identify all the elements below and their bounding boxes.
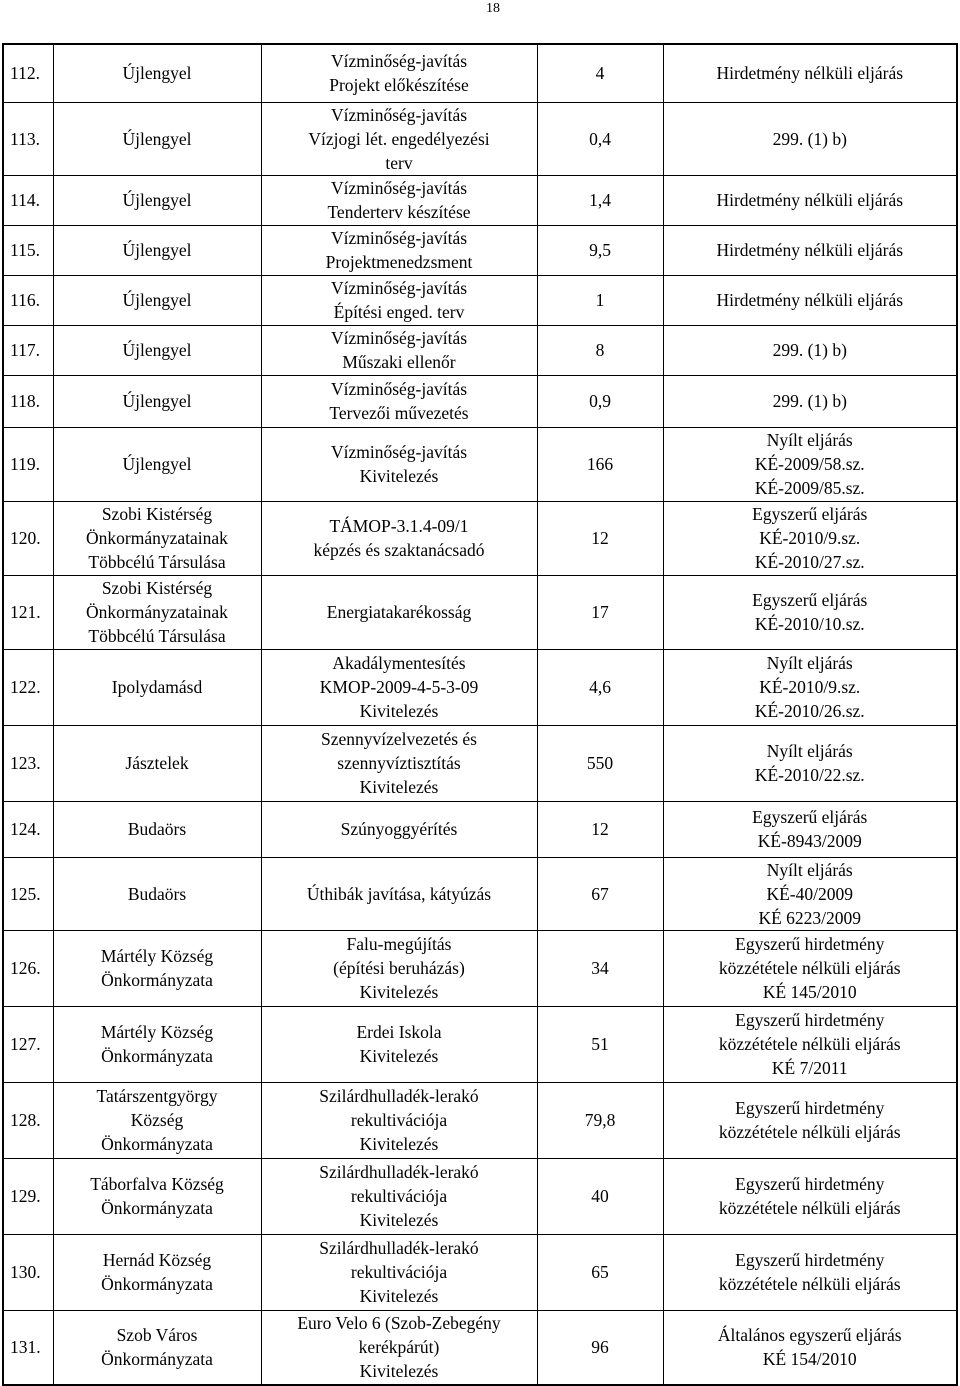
procedure-type-line: KÉ 145/2010	[762, 982, 857, 1002]
row-number-cell	[3, 930, 53, 1006]
table-row	[3, 725, 957, 801]
row-number-text: 131.	[10, 1337, 41, 1358]
project-title-cell	[261, 1158, 537, 1234]
beneficiary-name-line: Ipolydamásd	[111, 677, 203, 697]
procedure-type-line: KÉ-8943/2009	[757, 831, 862, 851]
beneficiary-name-line: Tatárszentgyörgy	[96, 1086, 218, 1106]
row-number-text: 120.	[10, 528, 41, 548]
amount-text: 9,5	[589, 240, 611, 260]
beneficiary-name-cell	[53, 725, 261, 801]
row-number-cell	[3, 725, 53, 801]
table-row	[3, 857, 957, 930]
project-title-line: rekultivációja	[350, 1262, 448, 1282]
beneficiary-name-cell	[53, 1006, 261, 1082]
project-title-line: Tenderterv készítése	[327, 202, 471, 222]
amount-cell	[537, 1234, 663, 1310]
row-number-cell	[3, 44, 53, 102]
project-title-cell	[261, 649, 537, 725]
project-title-line: Építési enged. terv	[333, 302, 465, 322]
amount-text: 79,8	[584, 1110, 616, 1130]
project-title-line: szennyvíztisztítás	[337, 753, 461, 773]
project-title-line: Vízminőség-javítás	[330, 228, 468, 248]
procedure-type-cell	[663, 175, 957, 225]
procurement-table	[2, 43, 958, 1386]
page-number: 18	[486, 1, 500, 16]
row-number-cell	[3, 1006, 53, 1082]
procedure-type-line: Nyílt eljárás	[766, 741, 853, 761]
table-row	[3, 325, 957, 375]
amount-cell	[537, 1158, 663, 1234]
project-title-line: Projektmenedzsment	[325, 252, 473, 272]
table-row	[3, 225, 957, 275]
amount-cell	[537, 930, 663, 1006]
row-number-cell	[3, 427, 53, 501]
procedure-type-line: közzététele nélküli eljárás	[718, 1034, 901, 1054]
procedure-type-cell	[663, 1082, 957, 1158]
table-row	[3, 501, 957, 575]
amount-text: 51	[591, 1034, 609, 1054]
beneficiary-name-line: Szobi Kistérség	[101, 578, 213, 598]
beneficiary-name-cell	[53, 325, 261, 375]
project-title-cell	[261, 325, 537, 375]
project-title-line: (építési beruházás)	[333, 958, 465, 978]
procedure-type-line: 299. (1) b)	[772, 391, 847, 411]
procedure-type-line: KÉ-2010/10.sz.	[754, 614, 865, 634]
beneficiary-name-line: Újlengyel	[122, 128, 192, 149]
beneficiary-name-line: Önkormányzatainak	[86, 528, 228, 548]
procedure-type-cell	[663, 930, 957, 1006]
amount-cell	[537, 102, 663, 175]
beneficiary-name-line: Önkormányzata	[101, 970, 213, 990]
amount-cell	[537, 801, 663, 857]
procedure-type-cell	[663, 225, 957, 275]
amount-cell	[537, 649, 663, 725]
procedure-type-line: KÉ-40/2009	[766, 883, 854, 904]
beneficiary-name-line: Újlengyel	[122, 190, 192, 210]
row-number-cell	[3, 801, 53, 857]
amount-text: 1	[595, 290, 605, 310]
row-number-text: 115.	[10, 240, 40, 260]
procedure-type-cell	[663, 1234, 957, 1310]
table-row	[3, 1082, 957, 1158]
project-title-line: Műszaki ellenőr	[342, 352, 456, 372]
row-number-text: 118.	[10, 391, 40, 411]
procedure-type-line: Egyszerű hirdetmény	[735, 1010, 885, 1030]
project-title-line: Kivitelezés	[359, 982, 439, 1002]
procedure-type-line: Egyszerű hirdetmény	[735, 1098, 885, 1118]
table-row	[3, 375, 957, 427]
beneficiary-name-line: Budaörs	[127, 819, 187, 839]
project-title-cell	[261, 501, 537, 575]
procedure-type-line: Hirdetmény nélküli eljárás	[716, 190, 904, 210]
procedure-type-line: KÉ 7/2011	[771, 1058, 848, 1078]
row-number-cell	[3, 225, 53, 275]
project-title-line: Energiatakarékosság	[326, 602, 472, 622]
project-title-cell	[261, 725, 537, 801]
procedure-type-line: Nyílt eljárás	[766, 859, 853, 880]
table-row	[3, 575, 957, 649]
project-title-cell	[261, 801, 537, 857]
project-title-cell	[261, 102, 537, 175]
row-number-text: 112.	[10, 63, 40, 84]
project-title-line: Kivitelezés	[359, 1210, 439, 1230]
procedure-type-cell	[663, 375, 957, 427]
row-number-text: 127.	[10, 1034, 41, 1054]
table-row	[3, 427, 957, 501]
project-title-cell	[261, 1234, 537, 1310]
project-title-line: Kivitelezés	[359, 701, 439, 721]
beneficiary-name-cell	[53, 175, 261, 225]
row-number-text: 126.	[10, 958, 41, 978]
beneficiary-name-cell	[53, 501, 261, 575]
amount-text: 4	[595, 63, 605, 84]
project-title-cell	[261, 44, 537, 102]
row-number-cell	[3, 325, 53, 375]
procedure-type-line: Hirdetmény nélküli eljárás	[716, 63, 904, 84]
procedure-type-cell	[663, 1310, 957, 1385]
amount-cell	[537, 375, 663, 427]
procedure-type-line: Egyszerű eljárás	[752, 590, 868, 610]
procedure-type-line: Hirdetmény nélküli eljárás	[716, 290, 904, 310]
procedure-type-cell	[663, 575, 957, 649]
beneficiary-name-line: Többcélú Társulása	[88, 552, 226, 572]
row-number-cell	[3, 1082, 53, 1158]
project-title-line: Szúnyoggyérítés	[340, 819, 458, 839]
row-number-text: 124.	[10, 819, 41, 839]
beneficiary-name-cell	[53, 801, 261, 857]
procedure-type-line: KÉ-2010/9.sz.	[759, 528, 861, 548]
project-title-line: rekultivációja	[350, 1110, 448, 1130]
beneficiary-name-line: Szobi Kistérség	[101, 504, 213, 524]
project-title-line: Vízminőség-javítás	[330, 104, 468, 125]
amount-cell	[537, 175, 663, 225]
row-number-text: 130.	[10, 1262, 41, 1282]
project-title-line: képzés és szaktanácsadó	[313, 540, 485, 560]
project-title-line: Vízminőség-javítás	[330, 178, 468, 198]
procedure-type-cell	[663, 857, 957, 930]
row-number-text: 119.	[10, 454, 40, 474]
project-title-line: rekultivációja	[350, 1186, 448, 1206]
project-title-line: Kivitelezés	[359, 1134, 439, 1154]
amount-text: 12	[591, 819, 609, 839]
row-number-cell	[3, 102, 53, 175]
beneficiary-name-cell	[53, 44, 261, 102]
row-number-cell	[3, 501, 53, 575]
beneficiary-name-cell	[53, 102, 261, 175]
row-number-cell	[3, 649, 53, 725]
project-title-line: TÁMOP-3.1.4-09/1	[329, 516, 469, 536]
beneficiary-name-line: Hernád Község	[102, 1250, 212, 1270]
amount-text: 0,9	[589, 391, 611, 411]
procedure-type-line: KÉ 6223/2009	[758, 907, 862, 928]
row-number-cell	[3, 175, 53, 225]
row-number-text: 117.	[10, 340, 40, 360]
project-title-line: Kivitelezés	[359, 466, 439, 486]
amount-cell	[537, 857, 663, 930]
amount-cell	[537, 725, 663, 801]
project-title-line: Szilárdhulladék-lerakó	[319, 1162, 479, 1182]
project-title-cell	[261, 375, 537, 427]
amount-text: 96	[591, 1337, 609, 1358]
beneficiary-name-line: Budaörs	[127, 883, 187, 904]
amount-cell	[537, 427, 663, 501]
amount-cell	[537, 575, 663, 649]
project-title-line: Szennyvízelvezetés és	[321, 729, 477, 749]
amount-text: 65	[591, 1262, 609, 1282]
beneficiary-name-line: Önkormányzata	[101, 1274, 213, 1294]
procedure-type-line: KÉ 154/2010	[762, 1349, 857, 1370]
beneficiary-name-line: Táborfalva Község	[90, 1174, 224, 1194]
beneficiary-name-cell	[53, 375, 261, 427]
row-number-text: 116.	[10, 290, 40, 310]
project-title-line: Vízjogi lét. engedélyezési	[308, 128, 490, 149]
procedure-type-line: Általános egyszerű eljárás	[717, 1325, 902, 1346]
procedure-type-cell	[663, 1006, 957, 1082]
procedure-type-line: közzététele nélküli eljárás	[718, 1122, 901, 1142]
beneficiary-name-line: Újlengyel	[122, 63, 192, 84]
procedure-type-cell	[663, 1158, 957, 1234]
table-row	[3, 930, 957, 1006]
procedure-type-cell	[663, 275, 957, 325]
project-title-cell	[261, 175, 537, 225]
project-title-line: Vízminőség-javítás	[330, 379, 468, 399]
table-row	[3, 44, 957, 102]
amount-text: 0,4	[589, 128, 611, 149]
project-title-line: KMOP-2009-4-5-3-09	[319, 677, 479, 697]
amount-cell	[537, 275, 663, 325]
beneficiary-name-line: Újlengyel	[122, 240, 192, 260]
row-number-cell	[3, 857, 53, 930]
table-row	[3, 175, 957, 225]
procedure-type-line: KÉ-2010/26.sz.	[754, 701, 865, 721]
amount-text: 12	[591, 528, 609, 548]
row-number-text: 125.	[10, 883, 41, 904]
project-title-cell	[261, 930, 537, 1006]
row-number-cell	[3, 1158, 53, 1234]
beneficiary-name-cell	[53, 225, 261, 275]
beneficiary-name-cell	[53, 1310, 261, 1385]
beneficiary-name-cell	[53, 427, 261, 501]
beneficiary-name-line: Önkormányzata	[101, 1198, 213, 1218]
procedure-type-cell	[663, 102, 957, 175]
project-title-line: Euro Velo 6 (Szob-Zebegény	[297, 1313, 501, 1334]
project-title-line: Akadálymentesítés	[332, 653, 466, 673]
procedure-type-line: 299. (1) b)	[772, 128, 847, 149]
amount-cell	[537, 1310, 663, 1385]
procedure-type-line: közzététele nélküli eljárás	[718, 1198, 901, 1218]
row-number-cell	[3, 275, 53, 325]
row-number-text: 122.	[10, 677, 41, 697]
procedure-type-line: Nyílt eljárás	[766, 653, 853, 673]
procedure-type-line: közzététele nélküli eljárás	[718, 1274, 901, 1294]
amount-cell	[537, 501, 663, 575]
beneficiary-name-cell	[53, 857, 261, 930]
amount-text: 4,6	[589, 677, 611, 697]
row-number-cell	[3, 375, 53, 427]
beneficiary-name-cell	[53, 275, 261, 325]
procedure-type-line: KÉ-2010/9.sz.	[759, 677, 861, 697]
procedure-type-line: KÉ-2010/22.sz.	[754, 765, 865, 785]
beneficiary-name-line: Újlengyel	[122, 391, 192, 411]
beneficiary-name-cell	[53, 1234, 261, 1310]
beneficiary-name-line: Újlengyel	[122, 340, 192, 360]
procedure-type-line: Egyszerű hirdetmény	[735, 1174, 885, 1194]
row-number-text: 121.	[10, 602, 41, 622]
beneficiary-name-line: Mártély Község	[100, 1022, 214, 1042]
amount-text: 17	[591, 602, 609, 622]
project-title-line: Kivitelezés	[359, 1361, 439, 1382]
table-row	[3, 801, 957, 857]
amount-text: 67	[591, 883, 609, 904]
procedure-type-line: KÉ-2009/85.sz.	[754, 478, 865, 498]
procedure-type-cell	[663, 501, 957, 575]
procedure-type-line: KÉ-2010/27.sz.	[754, 552, 865, 572]
beneficiary-name-line: Újlengyel	[122, 290, 192, 310]
amount-text: 550	[586, 753, 614, 773]
project-title-line: Vízminőség-javítás	[330, 51, 468, 72]
row-number-text: 129.	[10, 1186, 41, 1206]
procedure-type-cell	[663, 725, 957, 801]
project-title-cell	[261, 225, 537, 275]
beneficiary-name-line: Mártély Község	[100, 946, 214, 966]
amount-cell	[537, 1006, 663, 1082]
amount-text: 166	[586, 454, 614, 474]
row-number-cell	[3, 575, 53, 649]
table-row	[3, 1006, 957, 1082]
procedure-type-cell	[663, 325, 957, 375]
project-title-cell	[261, 857, 537, 930]
amount-cell	[537, 325, 663, 375]
project-title-line: Kivitelezés	[359, 1046, 439, 1066]
procedure-type-cell	[663, 427, 957, 501]
beneficiary-name-cell	[53, 575, 261, 649]
project-title-cell	[261, 1006, 537, 1082]
table-row	[3, 1310, 957, 1385]
beneficiary-name-line: Újlengyel	[122, 454, 192, 474]
project-title-line: Projekt előkészítése	[329, 75, 469, 96]
table-row	[3, 1234, 957, 1310]
amount-text: 34	[591, 958, 609, 978]
project-title-line: Úthibák javítása, kátyúzás	[306, 883, 492, 904]
row-number-cell	[3, 1310, 53, 1385]
procedure-type-line: Egyszerű eljárás	[752, 504, 868, 524]
amount-cell	[537, 44, 663, 102]
procedure-type-line: KÉ-2009/58.sz.	[754, 454, 865, 474]
project-title-line: kerékpárút)	[358, 1337, 440, 1358]
project-title-cell	[261, 427, 537, 501]
beneficiary-name-line: Község	[130, 1110, 184, 1130]
amount-cell	[537, 225, 663, 275]
row-number-text: 114.	[10, 190, 40, 210]
project-title-cell	[261, 275, 537, 325]
row-number-text: 113.	[10, 128, 40, 149]
procedure-type-line: Egyszerű hirdetmény	[735, 1250, 885, 1270]
procedure-type-cell	[663, 44, 957, 102]
project-title-line: Erdei Iskola	[356, 1022, 442, 1042]
procedure-type-cell	[663, 801, 957, 857]
row-number-text: 128.	[10, 1110, 41, 1130]
procedure-type-line: Egyszerű hirdetmény	[735, 934, 885, 954]
beneficiary-name-line: Jásztelek	[125, 753, 189, 773]
project-title-cell	[261, 1082, 537, 1158]
project-title-cell	[261, 1310, 537, 1385]
beneficiary-name-cell	[53, 1082, 261, 1158]
beneficiary-name-line: Önkormányzatainak	[86, 602, 228, 622]
project-title-line: Kivitelezés	[359, 777, 439, 797]
project-title-line: Szilárdhulladék-lerakó	[319, 1238, 479, 1258]
project-title-cell	[261, 575, 537, 649]
table-body	[3, 44, 957, 1385]
beneficiary-name-line: Önkormányzata	[101, 1134, 213, 1154]
beneficiary-name-cell	[53, 649, 261, 725]
project-title-line: Kivitelezés	[359, 1286, 439, 1306]
procedure-type-line: közzététele nélküli eljárás	[718, 958, 901, 978]
beneficiary-name-line: Szob Város	[116, 1325, 198, 1346]
project-title-line: Vízminőség-javítás	[330, 328, 468, 348]
beneficiary-name-cell	[53, 1158, 261, 1234]
procedure-type-line: Nyílt eljárás	[766, 430, 853, 450]
procedure-type-line: Hirdetmény nélküli eljárás	[716, 240, 904, 260]
beneficiary-name-cell	[53, 930, 261, 1006]
beneficiary-name-line: Többcélú Társulása	[88, 626, 226, 646]
procedure-type-line: 299. (1) b)	[772, 340, 847, 360]
amount-text: 1,4	[589, 190, 611, 210]
procedure-type-line: Egyszerű eljárás	[752, 807, 868, 827]
amount-cell	[537, 1082, 663, 1158]
project-title-line: Falu-megújítás	[346, 934, 452, 954]
beneficiary-name-line: Önkormányzata	[101, 1349, 213, 1370]
project-title-line: Szilárdhulladék-lerakó	[319, 1086, 479, 1106]
table-row	[3, 1158, 957, 1234]
row-number-cell	[3, 1234, 53, 1310]
project-title-line: Vízminőség-javítás	[330, 278, 468, 298]
project-title-line: Vízminőség-javítás	[330, 442, 468, 462]
amount-text: 40	[591, 1186, 609, 1206]
table-row	[3, 102, 957, 175]
procedure-type-cell	[663, 649, 957, 725]
table-row	[3, 649, 957, 725]
row-number-text: 123.	[10, 753, 41, 773]
project-title-line: Tervezői művezetés	[329, 403, 469, 423]
amount-text: 8	[595, 340, 605, 360]
table-row	[3, 275, 957, 325]
project-title-line: terv	[385, 152, 413, 173]
beneficiary-name-line: Önkormányzata	[101, 1046, 213, 1066]
